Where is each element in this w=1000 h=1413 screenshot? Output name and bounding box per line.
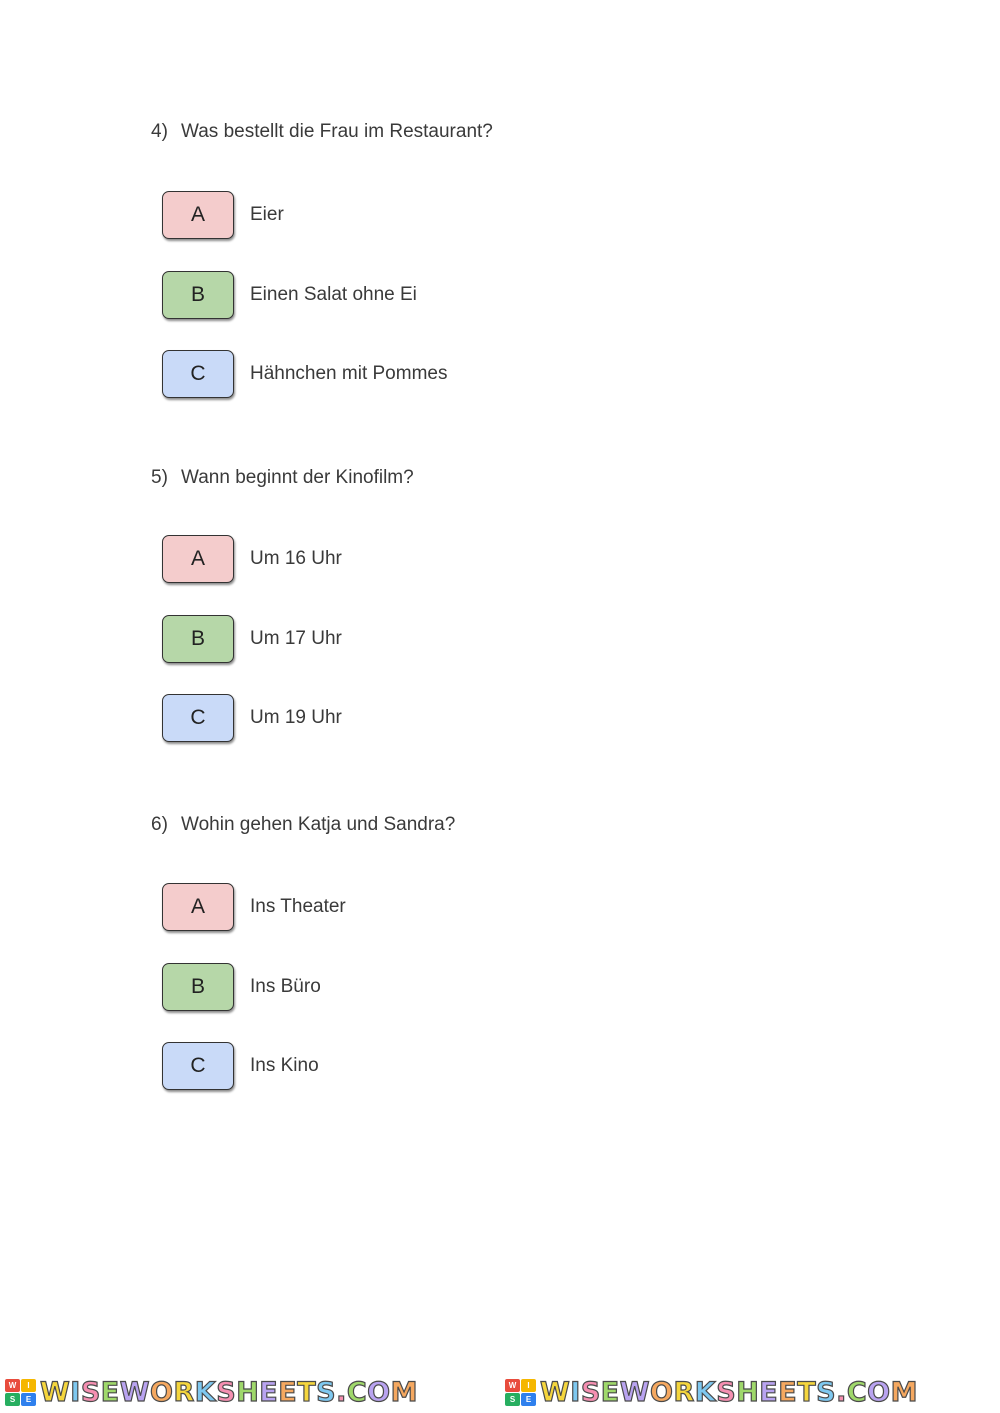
question-6-option-c[interactable] bbox=[162, 1040, 319, 1092]
option-letter-a[interactable]: A bbox=[162, 535, 234, 583]
option-letter-a[interactable]: A bbox=[162, 191, 234, 239]
wiseworksheets-logo bbox=[0, 1372, 500, 1413]
question-text: Wann beginnt der Kinofilm? bbox=[181, 467, 414, 488]
option-text: Ins Theater bbox=[250, 896, 346, 917]
option-text: Um 19 Uhr bbox=[250, 707, 342, 728]
option-text: Um 16 Uhr bbox=[250, 548, 342, 569]
question-5 bbox=[151, 466, 414, 490]
question-number: 6) bbox=[151, 814, 168, 835]
option-text: Ins Büro bbox=[250, 976, 321, 997]
option-letter-b[interactable]: B bbox=[162, 963, 234, 1011]
question-6 bbox=[151, 813, 455, 837]
question-6-option-b[interactable] bbox=[162, 961, 321, 1013]
question-4-option-c[interactable] bbox=[162, 348, 447, 400]
question-5-option-a[interactable] bbox=[162, 533, 342, 585]
option-letter-c[interactable]: C bbox=[162, 350, 234, 398]
question-4-option-a[interactable] bbox=[162, 189, 284, 241]
option-letter-a[interactable]: A bbox=[162, 883, 234, 931]
footer-watermark bbox=[0, 1372, 1000, 1413]
question-text: Wohin gehen Katja und Sandra? bbox=[181, 814, 456, 835]
question-number: 5) bbox=[151, 467, 168, 488]
option-text: Einen Salat ohne Ei bbox=[250, 284, 417, 305]
option-text: Ins Kino bbox=[250, 1055, 319, 1076]
option-letter-b[interactable]: B bbox=[162, 271, 234, 319]
option-letter-b[interactable]: B bbox=[162, 615, 234, 663]
logo-text: WISEWORKSHEETS.COM bbox=[540, 1377, 918, 1408]
logo-badge-icon: W I S E bbox=[505, 1379, 536, 1406]
option-text: Eier bbox=[250, 204, 284, 225]
question-5-option-b[interactable] bbox=[162, 613, 342, 665]
question-6-option-a[interactable] bbox=[162, 881, 346, 933]
logo-text: WISEWORKSHEETS.COM bbox=[40, 1377, 418, 1408]
logo-badge-icon: W I S E bbox=[5, 1379, 36, 1406]
option-text: Hähnchen mit Pommes bbox=[250, 363, 448, 384]
question-4-option-b[interactable] bbox=[162, 269, 417, 321]
question-5-option-c[interactable] bbox=[162, 692, 342, 744]
question-number: 4) bbox=[151, 121, 168, 142]
wiseworksheets-logo bbox=[500, 1372, 1000, 1413]
question-text: Was bestellt die Frau im Restaurant? bbox=[181, 121, 493, 142]
option-letter-c[interactable]: C bbox=[162, 694, 234, 742]
option-text: Um 17 Uhr bbox=[250, 628, 342, 649]
option-letter-c[interactable]: C bbox=[162, 1042, 234, 1090]
question-4 bbox=[151, 120, 493, 144]
